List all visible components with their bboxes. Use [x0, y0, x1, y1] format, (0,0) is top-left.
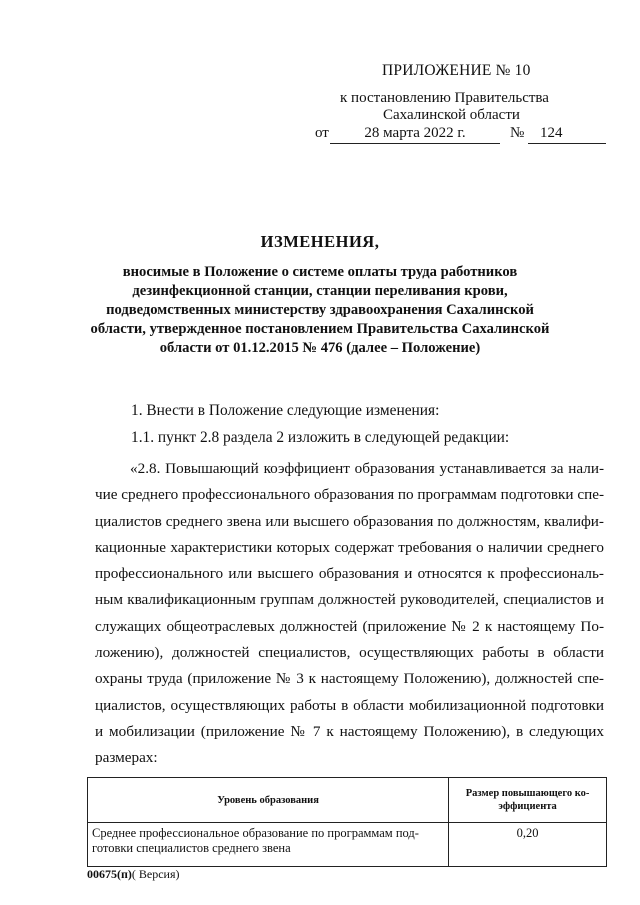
document-subtitle — [60, 263, 580, 358]
subtitle-line: дезинфекционной станции, станции переливания крови, — [132, 283, 508, 299]
body-line: «2.8. Повышающий коэффициент образования устанавливается за нали- — [130, 460, 604, 477]
body-line: охраны труда (приложение № 3 к настоящему Положению), должностей спе- — [95, 670, 604, 688]
table-cell-level: Среднее профессиональное образование по программам под-готовки специалистов среднего звена — [88, 823, 449, 867]
table-header-coefficient: Размер повышающего ко-эффициента — [449, 778, 607, 823]
body-line: служащих общеотраслевых должностей (приложение № 2 к настоящему По- — [95, 617, 604, 635]
body-line: кационные характеристики которых содержат требования о наличии среднего — [95, 538, 604, 556]
footer-version: ( Версия) — [131, 867, 180, 881]
item-1-1: 1.1. пункт 2.8 раздела 2 изложить в следующей редакции: — [131, 429, 510, 446]
annex-reference-line1: к постановлению Правительства — [340, 90, 549, 106]
body-line: и мобилизации (приложение № 7 к настоящему Положению), в следующих — [95, 722, 604, 740]
body-line: профессионального или высшего образования и относятся к профессиональ- — [95, 565, 604, 583]
footer-code-text: 00675(п) — [87, 867, 132, 881]
body-line: чие среднего профессионального образования по программам подготовки спе- — [95, 486, 604, 504]
annex-number-label: № — [510, 125, 525, 141]
annex-number: 124 — [528, 125, 606, 144]
coefficient-table — [87, 777, 607, 867]
table-cell-value: 0,20 — [449, 823, 607, 867]
annex-title: ПРИЛОЖЕНИЕ № 10 — [382, 62, 531, 79]
clause-2-8-text — [95, 456, 604, 772]
body-line: ложению), должностей специалистов, осуществляющих работы в области — [95, 644, 604, 662]
table-header-level: Уровень образования — [88, 778, 449, 823]
subtitle-line: области от 01.12.2015 № 476 (далее – Положение) — [159, 340, 481, 356]
body-line: ным квалификационным группам должностей руководителей, специалистов и — [95, 591, 604, 609]
subtitle-line: подведомственных министерству здравоохранения Сахалинской — [106, 302, 534, 318]
subtitle-line: области, утвержденное постановлением Правительства Сахалинской — [90, 321, 550, 337]
annex-reference-line2: Сахалинской области — [383, 107, 520, 123]
body-line: циалистов среднего звена или высшего образования по должностям, квалифи- — [95, 512, 604, 530]
document-title: ИЗМЕНЕНИЯ, — [260, 232, 380, 251]
subtitle-line: вносимые в Положение о системе оплаты труда работников — [122, 264, 518, 280]
table-row — [88, 823, 607, 867]
table-header-row — [88, 778, 607, 823]
footer-code — [87, 867, 180, 882]
annex-date: 28 марта 2022 г. — [330, 125, 500, 144]
body-line: циалистов, осуществляющих работы в области мобилизационной подготовки — [95, 696, 604, 714]
annex-from-label: от — [315, 125, 329, 141]
item-1: 1. Внести в Положение следующие изменения: — [131, 402, 440, 419]
body-line: размерах: — [95, 749, 158, 767]
